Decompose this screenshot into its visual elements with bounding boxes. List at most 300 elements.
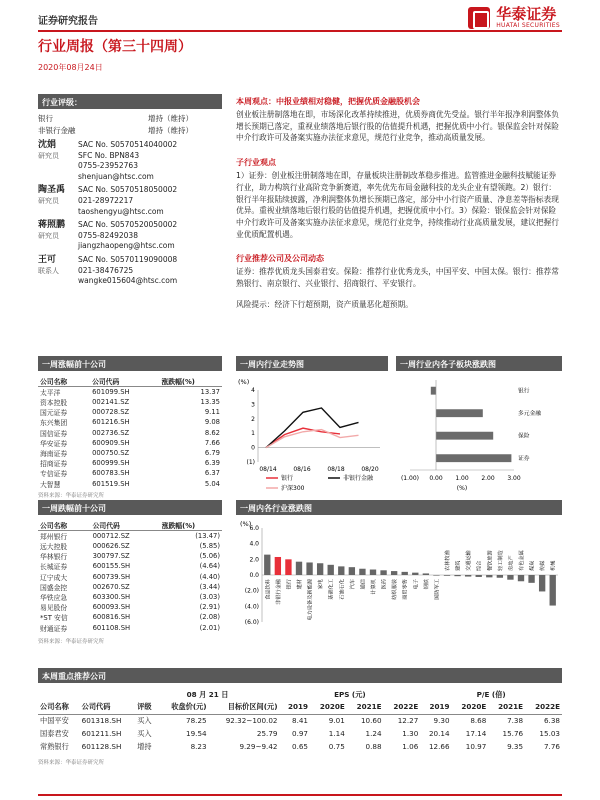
table-header-row (38, 376, 222, 387)
industry-bar-label: 建筑 (455, 560, 462, 571)
table-cell: 000728.SZ (92, 408, 130, 417)
recommend-title: 行业推荐公司及公司动态 (236, 254, 324, 264)
table-row (38, 572, 222, 582)
table-cell: 招商证券 (40, 460, 68, 469)
table-row (38, 479, 222, 489)
report-date: 2020年08月24日 (38, 63, 103, 72)
industry-bar-label: 煤炭 (529, 560, 536, 571)
table-header-cell: 公司代码 (91, 520, 160, 531)
analyst-contact-line[interactable]: taoshengyu@htsc.com (78, 206, 164, 216)
industry-bar (539, 575, 545, 591)
table-cell: 600909.SH (92, 438, 130, 447)
table-cell: 601099.SH (92, 388, 130, 396)
recommend-header-cell: 2020E (319, 702, 345, 712)
industry-bar (423, 573, 429, 575)
analyst-name: 蒋照鹏 (38, 220, 66, 231)
recommend-cell: 0.88 (365, 742, 382, 751)
industry-bar-label: 医药 (381, 579, 388, 590)
industry-bar (550, 575, 556, 606)
table-row (38, 417, 222, 427)
recommend-header-cell: 目标价区间(元) (227, 701, 278, 711)
analyst-card (38, 220, 222, 252)
table-cell: 国盛金控 (40, 583, 68, 592)
recommend-cell: 78.25 (186, 716, 207, 726)
analyst-list (38, 140, 222, 290)
recommend-header-cell: 2021E (356, 702, 382, 712)
trend-ytick: 0 (251, 444, 255, 452)
industry-bar (338, 566, 344, 575)
table-row (38, 561, 222, 571)
recommend-cell: 中国平安 (40, 715, 69, 725)
industry-bar-label: 有色金属 (519, 550, 525, 571)
industry-ytick: 4.0 (249, 540, 259, 548)
industry-bar-label: 通信 (360, 579, 367, 590)
table-cell: 600155.SH (92, 562, 131, 571)
recommend-blank-cell (38, 690, 159, 700)
industry-bar (507, 575, 513, 580)
table-cell: 13.35 (200, 398, 220, 407)
recommend-cell: 0.65 (292, 742, 309, 751)
table-row (38, 612, 222, 622)
industry-bar (465, 575, 471, 577)
industry-ytick: 2.0 (249, 556, 259, 564)
table-row (38, 438, 222, 448)
table-row (38, 592, 222, 602)
recommend-cell: 1.24 (365, 729, 382, 738)
industry-bar-label: 餐饮旅游 (487, 550, 494, 571)
recommend-cell: 10.60 (360, 716, 382, 726)
analyst-contact-line[interactable]: jiangzhaopeng@htsc.com (78, 241, 175, 251)
view-body: 创业板注册制落地在即，市场深化改革持续推进，优质券商优先受益。银行半年报净利润整体负增长预期已落定，重视业绩落地后银行股的估值提升机遇，把握优质中小行。银保监会针对保险中介行政许可及备案实施办法征求意见，规范行业竞争，推动高质量发展。 (236, 110, 559, 143)
analyst-contact-line: SAC No. S0570119090008 (78, 254, 178, 264)
table-row (38, 458, 222, 468)
rating-row (38, 113, 222, 125)
analyst-contact-line: 0755-23952763 (78, 161, 138, 171)
table-cell: (2.08) (199, 613, 220, 622)
sector-bar-label: 多元金融 (518, 411, 542, 418)
recommend-cell: 12.66 (428, 742, 450, 751)
analyst-role: 研究员 (38, 196, 59, 205)
recommend-price-date: 08 月 21 日 (186, 690, 229, 699)
table-cell: 9.11 (204, 408, 220, 417)
table-cell: 000626.SZ (92, 542, 130, 551)
gainers-table-wrap (38, 376, 222, 499)
table-cell: (3.03) (199, 593, 220, 602)
table-row (38, 551, 222, 561)
industry-bar-label: 钢铁 (423, 579, 430, 590)
table-cell: 6.79 (204, 449, 220, 458)
table-cell: 大智慧 (40, 480, 61, 489)
recommend-cell: 9.30 (433, 716, 450, 726)
recommend-cell: 9.29~9.42 (239, 742, 278, 751)
losers-source: 资料来源：华泰证券研究所 (38, 638, 105, 645)
table-cell: 6.37 (204, 469, 220, 478)
trend-series-line (266, 408, 359, 448)
analyst-id (38, 140, 78, 182)
table-cell: 600093.SH (92, 603, 131, 612)
recommend-cell: 0.75 (328, 742, 345, 751)
industry-bar-label: 食品饮料 (265, 579, 272, 600)
sector-bar (431, 387, 436, 395)
table-header-cell: 公司名称 (38, 376, 90, 387)
industry-bar (264, 555, 270, 575)
industry-bar (518, 575, 524, 581)
recommend-cell: 增持 (137, 741, 152, 751)
sector-xtick: 2.00 (481, 475, 495, 482)
industry-bar-label: 石油石化 (339, 579, 346, 600)
table-cell: 002670.SZ (92, 582, 130, 591)
table-header-cell: 公司代码 (90, 376, 159, 387)
table-row (38, 582, 222, 592)
table-header-cell: 涨跌幅(%) (160, 520, 222, 531)
industry-bar-label: 家电 (318, 579, 325, 590)
recommend-heading: 本周重点推荐公司 (38, 668, 562, 683)
industry-ytick: (2.0) (244, 587, 259, 595)
brand-name-en: HUATAI SECURITIES (496, 22, 560, 29)
sector-chart-heading: 一周行业内各子板块涨跌图 (396, 356, 562, 371)
table-cell: 7.66 (204, 438, 220, 447)
table-cell: 603300.SH (92, 593, 131, 602)
industry-bar-label: 机械 (550, 560, 557, 571)
table-cell: 002736.SZ (92, 428, 130, 437)
table-cell: (5.85) (199, 542, 220, 551)
table-cell: 郑州银行 (40, 533, 68, 541)
table-cell: 远大控股 (40, 543, 68, 552)
rating-row (38, 125, 222, 137)
analyst-id (38, 255, 78, 287)
analyst-card (38, 255, 222, 287)
table-cell: (13.47) (195, 532, 220, 540)
recommend-cell: 7.76 (543, 742, 560, 751)
table-cell: 华林银行 (40, 553, 68, 562)
industry-bar-label: 传媒 (540, 560, 547, 571)
table-cell: 资本控股 (40, 399, 68, 408)
industry-bar-label: 计算机 (371, 579, 377, 595)
recommend-cell: 9.01 (328, 716, 345, 726)
recommend-cell: 8.68 (470, 716, 487, 726)
table-cell: 000712.SZ (92, 532, 130, 540)
industry-bar (370, 570, 376, 575)
brand-logo (468, 6, 560, 29)
recommend-group-row (38, 690, 562, 700)
brand-logo-icon (468, 7, 490, 29)
trend-ytick: 3 (251, 401, 255, 409)
table-cell: 长城证券 (40, 563, 68, 572)
industry-bar (349, 567, 355, 575)
table-cell: 002141.SZ (92, 398, 130, 407)
table-cell: 600816.SH (92, 613, 131, 622)
recommend-row (38, 740, 562, 753)
table-cell: 5.04 (204, 479, 220, 488)
analyst-contact (78, 185, 177, 217)
industry-bar (497, 575, 503, 578)
recommend-cell: 92.32~100.02 (225, 716, 278, 726)
table-cell: 9.08 (204, 418, 220, 427)
sector-unit: (%) (456, 485, 468, 492)
industry-ytick: 0.0 (249, 572, 259, 579)
recommend-header-cell: 公司名称 (40, 701, 69, 711)
recommend-cell: 0.97 (292, 729, 309, 738)
recommend-header-cell: 收盘价(元) (171, 701, 207, 711)
table-cell: 601108.SH (92, 623, 131, 632)
table-cell: 601519.SH (92, 479, 130, 488)
rating-list (38, 113, 222, 137)
table-cell: 华安证券 (40, 439, 68, 448)
table-header-row (38, 520, 222, 531)
trend-ytick: 1 (251, 430, 255, 438)
analyst-contact-line: 0755-82492038 (78, 230, 138, 240)
sector-bar (436, 454, 511, 462)
industry-bar-label: 房地产 (508, 555, 515, 571)
table-row (38, 448, 222, 458)
trend-chart-heading: 一周内行业走势图 (236, 356, 388, 371)
recommend-cell: 15.03 (539, 729, 560, 738)
table-cell: 辽宁成大 (40, 573, 68, 582)
table-cell: 华铁应急 (40, 594, 68, 603)
table-row (38, 623, 222, 633)
industry-chart-heading: 一周内各行业涨跌图 (236, 500, 562, 515)
industry-bar-label: 基础化工 (328, 579, 335, 600)
sector-xtick: 1.00 (455, 475, 469, 482)
table-cell: *ST 安信 (40, 614, 68, 623)
recommend-source: 资料来源：华泰证券研究所 (38, 760, 105, 766)
table-header-cell: 公司名称 (38, 520, 91, 531)
table-cell: (2.91) (199, 603, 220, 612)
table-cell: 专信证券 (40, 470, 68, 479)
analyst-card (38, 185, 222, 217)
table-cell: 600783.SH (92, 469, 130, 478)
table-cell: 300797.SZ (92, 552, 130, 561)
recommend-cell: 常熟银行 (40, 741, 69, 751)
losers-heading: 一周跌幅前十公司 (38, 500, 222, 515)
recommend-header-cell: 评级 (137, 701, 152, 711)
recommend-cell: 买入 (137, 715, 152, 725)
industry-bar-label: 非银行金融 (275, 579, 282, 605)
recommend-cell: 10.97 (465, 742, 487, 751)
recommend-header-cell: 2022E (393, 702, 419, 712)
industry-bar (454, 575, 460, 576)
analyst-contact-line[interactable]: shenjuan@htsc.com (78, 171, 154, 181)
table-cell: 13.37 (200, 388, 220, 396)
rating-sector: 银行 (38, 114, 53, 123)
trend-chart (236, 374, 388, 496)
table-cell: 8.62 (204, 428, 220, 437)
analyst-card (38, 140, 222, 182)
rating-heading: 行业评级： (38, 94, 222, 109)
table-cell: (4.40) (199, 572, 220, 581)
recommend-header-row (38, 700, 562, 714)
industry-bar-label: 农林牧渔 (445, 550, 451, 571)
recommend-cell: 1.06 (402, 742, 419, 751)
industry-bar-label: 轻工制造 (497, 550, 504, 571)
recommend-header-cell: 2019 (288, 702, 309, 712)
recommend-header-cell: 2020E (461, 702, 487, 712)
table-cell: 财通证券 (40, 624, 68, 633)
industry-unit: (%) (240, 520, 252, 528)
recommend-cell: 9.35 (507, 742, 524, 751)
table-cell: (5.06) (199, 552, 220, 561)
table-row (38, 387, 222, 398)
recommend-cell: 1.30 (402, 729, 419, 738)
footer-divider (38, 794, 562, 796)
main-content (236, 96, 562, 310)
industry-bar (476, 575, 482, 577)
trend-ytick: 2 (251, 415, 255, 423)
table-row (38, 602, 222, 612)
table-cell: 600739.SH (92, 572, 131, 581)
subsector-title: 子行业观点 (236, 158, 276, 168)
table-cell: 国元证券 (40, 409, 68, 418)
view-title: 本周观点：中报业绩相对稳健，把握优质金融股机会 (236, 97, 420, 106)
recommend-cell: 601211.SH (81, 729, 122, 738)
recommend-cell: 19.54 (186, 729, 207, 738)
sector-xtick: (1.00) (400, 475, 420, 482)
table-cell: (2.01) (199, 623, 220, 632)
table-cell: (4.64) (199, 562, 220, 571)
recommend-cell: 25.79 (256, 729, 278, 738)
industry-bar (412, 573, 418, 575)
analyst-contact-line: 021-38476725 (78, 265, 134, 275)
subsector-body: 1）证券：创业板注册制落地在即，存量板块注册制改革稳步推进。监管推进金融科技赋能证券行业，助力构筑行业高阶竞争新赛道，率先优先布局金融科技的龙头企业有望领跑。2）银行：银行半年报陆续披露，净利润整体负增长预期已落定，部分中小行资产质量、净息差等指标表现优异。重视业绩落地后银行股的估值提升机遇，把握优质中小行。3）保险：银保监会针对保险中介行政许可及备案实施办法征求意见，规范行业竞争，持续推动行业高质量发展，建议把握行业优质配置机遇。 (236, 171, 559, 239)
table-cell: 600999.SH (92, 459, 130, 468)
gainers-table (38, 376, 222, 489)
analyst-id (38, 185, 78, 217)
table-row (38, 468, 222, 478)
industry-bar-label: 电力设备及新能源 (307, 579, 314, 621)
industry-bar-label: 商贸零售 (402, 579, 409, 600)
trend-ytick: 4 (251, 387, 255, 394)
industry-bar (380, 570, 386, 575)
sector-xtick: 3.00 (507, 475, 521, 482)
analyst-name: 沈娟 (38, 140, 57, 150)
table-cell: 000750.SZ (92, 449, 130, 458)
table-cell: 6.39 (204, 459, 220, 468)
industry-bar (328, 565, 334, 575)
analyst-role: 研究员 (38, 151, 59, 160)
recommend-cell: 15.76 (502, 729, 524, 738)
industry-bar (391, 571, 397, 575)
recommend-cell: 601318.SH (81, 716, 122, 726)
rating-sector: 非银行金融 (38, 126, 76, 135)
table-row (38, 541, 222, 551)
gainers-source: 资料来源：华泰证券研究所 (38, 492, 105, 499)
analyst-contact-line[interactable]: wangke015604@htsc.com (78, 276, 178, 286)
industry-bar-label: 建材 (297, 579, 303, 590)
trend-legend-label: 非银行金融 (343, 475, 374, 482)
recommend-header-cell: 2022E (535, 702, 560, 712)
table-row (38, 531, 222, 542)
industry-bar (433, 575, 439, 576)
analyst-contact-line: 021-28972217 (78, 195, 134, 205)
analyst-contact (78, 140, 177, 182)
rating-value: 增持（维持） (148, 114, 193, 123)
analyst-id (38, 220, 78, 252)
sector-xtick: 0.00 (429, 475, 443, 482)
recommend-cell: 8.23 (190, 742, 207, 751)
table-row (38, 407, 222, 417)
recommend-header-cell: 2019 (429, 702, 450, 712)
recommend-cell: 6.38 (543, 716, 560, 726)
table-header-cell: 涨跌幅(%) (159, 376, 222, 387)
sector-bar-label: 保险 (518, 433, 530, 440)
recommend-table (38, 690, 562, 753)
industry-bar-label: 汽车 (349, 579, 356, 590)
trend-xtick: 08/20 (361, 466, 379, 473)
table-cell: 东兴集团 (40, 419, 68, 428)
recommend-body: 证券：推荐优质龙头国泰君安。保险：推荐行业优秀龙头，中国平安、中国太保。银行：推荐常熟银行、南京银行、兴业银行、招商银行、平安银行。 (236, 267, 559, 289)
rating-value: 增持（维持） (148, 126, 193, 135)
trend-unit: (%) (238, 378, 250, 386)
risk-note: 风险提示：经济下行超预期，资产质量恶化超预期。 (236, 299, 413, 309)
industry-ytick: 6.0 (249, 525, 259, 532)
industry-bar-label: 银行 (286, 579, 293, 590)
industry-bar-label: 电子 (413, 579, 420, 590)
recommend-cell: 国泰君安 (40, 728, 69, 738)
industry-bar-label: 综合 (476, 560, 483, 571)
recommend-table-wrap (38, 690, 562, 766)
brand-name-cn: 华泰证券 (496, 5, 557, 23)
analyst-contact-line: SAC No. S0570514040002 (78, 140, 178, 149)
industry-bar-label: 交通运输 (466, 550, 473, 571)
recommend-cell: 20.14 (428, 729, 450, 738)
industry-bar-label: 国防军工 (434, 579, 441, 600)
sector-bar-label: 银行 (518, 388, 530, 395)
analyst-contact-line: SAC No. S0570520050002 (78, 220, 178, 230)
table-cell: 国信证券 (40, 429, 68, 438)
analyst-contact (78, 220, 177, 252)
table-cell: 太平洋 (40, 389, 61, 397)
recommend-row (38, 727, 562, 740)
industry-bar (296, 562, 302, 575)
recommend-cell: 17.14 (465, 729, 487, 738)
table-cell: 海南证券 (40, 450, 68, 459)
table-row (38, 428, 222, 438)
recommend-cell: 1.14 (328, 729, 345, 738)
analyst-contact-line: SFC No. BPN843 (78, 150, 140, 160)
industry-bar (359, 569, 365, 575)
industry-chart (236, 518, 562, 656)
industry-bar (444, 575, 450, 576)
sector-bar (436, 432, 493, 440)
report-title: 行业周报（第三十四周） (38, 39, 192, 55)
losers-table-wrap (38, 520, 222, 645)
analyst-contact-line: SAC No. S0570518050002 (78, 185, 178, 195)
recommend-cell: 601128.SH (81, 742, 122, 751)
table-cell: 601216.SH (92, 418, 130, 427)
recommend-cell: 买入 (137, 728, 152, 738)
trend-legend-label: 银行 (281, 475, 294, 482)
industry-bar (317, 563, 323, 575)
header-divider (38, 30, 562, 32)
analyst-role: 研究员 (38, 231, 59, 240)
recommend-eps-label: EPS (元) (334, 690, 366, 699)
analyst-name: 陶圣禹 (38, 185, 66, 196)
analyst-role: 联系人 (38, 266, 59, 275)
trend-xtick: 08/14 (259, 466, 277, 473)
industry-ytick: (4.0) (244, 603, 259, 611)
trend-ytick: (1) (246, 459, 255, 466)
recommend-cell: 8.41 (292, 716, 309, 726)
trend-xtick: 08/18 (327, 466, 345, 473)
sector-bar (436, 409, 483, 417)
industry-bar-label: 纺织服装 (392, 579, 399, 600)
recommend-header-cell: 2021E (498, 702, 524, 712)
industry-bar (402, 572, 408, 575)
industry-bar (528, 575, 534, 583)
report-type: 证券研究报告 (38, 16, 98, 27)
industry-ytick: (6.0) (244, 619, 259, 626)
recommend-pe-label: P/E (倍) (476, 690, 506, 699)
